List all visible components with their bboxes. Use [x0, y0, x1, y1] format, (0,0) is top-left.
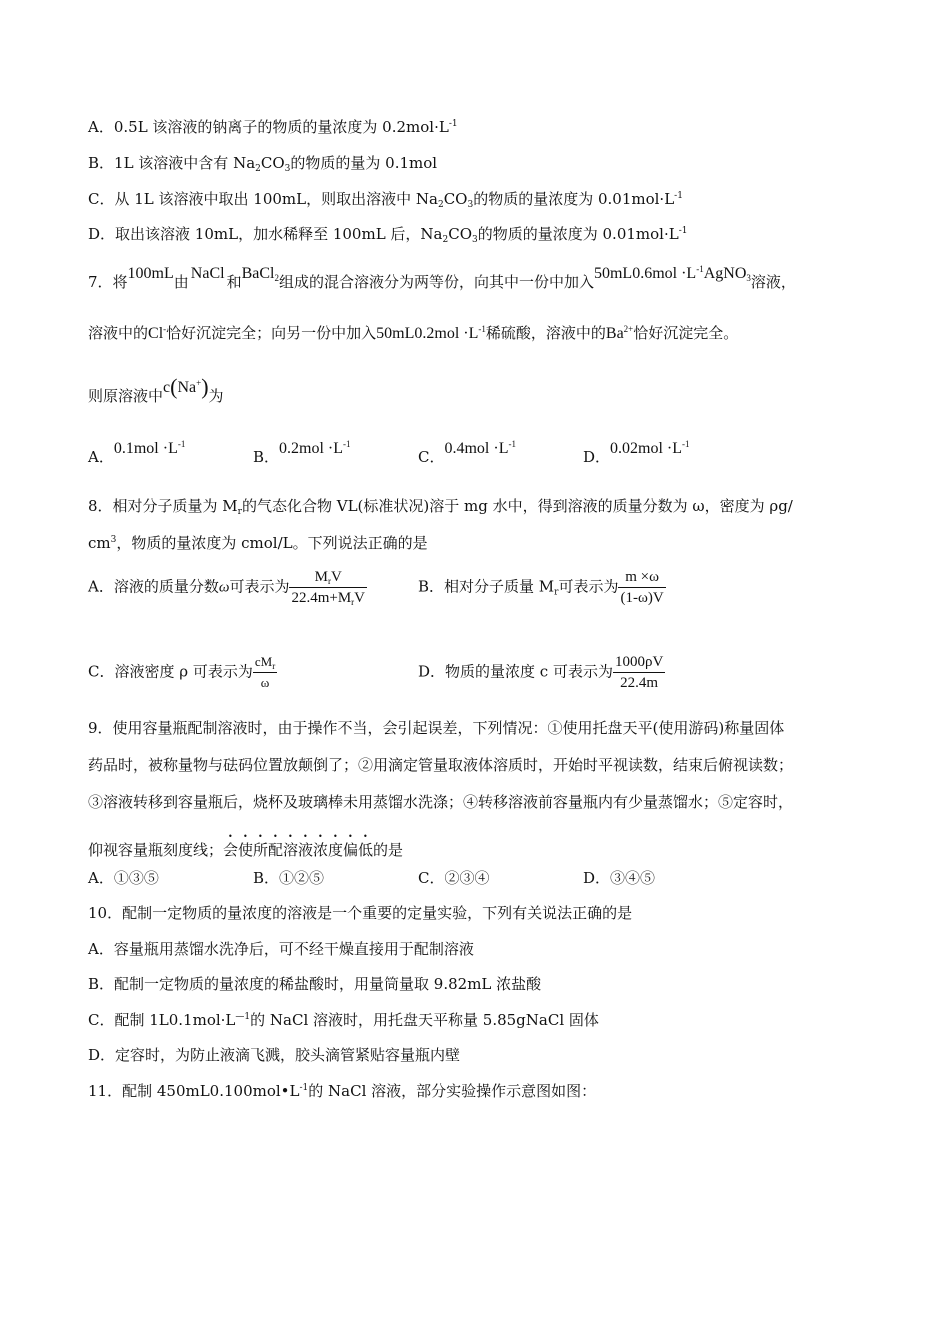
q8-option-c: C．溶液密度 ρ 可表示为 $\frac{cM_r}{\omega}$	[88, 654, 276, 690]
q7-option-a: A．$0.1mol \cdot L^{-1}$	[88, 439, 186, 466]
q10-option-a: A．容量瓶用蒸馏水洗净后，可不经干燥直接用于配制溶液	[88, 940, 474, 958]
q7-stem-line2: 溶液中的Cl-恰好沉淀完全；向另一份中加入$50mL0.2mol \cdot L^{-1}$稀硫酸，溶液中的$Ba^{2+}$恰好沉淀完全。	[88, 324, 739, 342]
q7-option-c: C．$0.4mol \cdot L^{-1}$	[418, 439, 516, 466]
q9-stem-line2: 药品时，被称量物与砝码位置放颠倒了；②用滴定管量取液体溶质时，开始时平视读数，结束后俯视读数；	[88, 756, 794, 774]
q9-option-a: A．①③⑤	[88, 869, 159, 887]
q6-option-d: D．取出该溶液 10mL，加水稀释至 100mL 后，$Na_2CO_3$的物质的量浓度为 $0.01mol\cdot L^{-1}$	[88, 225, 688, 245]
q9-option-d: D．③④⑤	[583, 869, 656, 887]
q7-stem-line3: 则原溶液中c(Na+)为	[88, 374, 224, 405]
q9-option-b: B．①②⑤	[253, 869, 325, 887]
fraction-concentration: $\frac{1000\rho V}{22.4m}$	[614, 654, 664, 691]
emphasized-text: 会使所配溶液浓度偏低	[223, 841, 374, 859]
q9-stem-line3: ③溶液转移到容量瓶后，烧杯及玻璃棒未用蒸馏水洗涤；④转移溶液前容量瓶内有少量蒸馏水；⑤定容时，	[88, 793, 794, 811]
q7-stem-line1: 7．将100mL由 NaCl 和BaCl$_2$组成的混合溶液分为两等份，向其中一份中加入$50mL0.6mol \cdot L^{-1}AgNO_3$溶液，	[88, 264, 796, 291]
q6-option-b: B．1L 该溶液中含有 $Na_2CO_3$的物质的量为 0.1mol	[88, 154, 438, 174]
q9-stem-line4: 仰视容量瓶刻度线；会使所配溶液浓度偏低的是	[88, 841, 404, 859]
q10-option-c: C．配制 $1L0.1mol\cdot L^{—1}$的 NaCl 溶液时，用托盘天平称量 5.85gNaCl 固体	[88, 1011, 599, 1029]
q6-option-c: C．从 1L 该溶液中取出 100mL，则取出溶液中 $Na_2CO_3$的物质的量浓度为 $0.01mol\cdot L^{-1}$	[88, 190, 683, 210]
q9-stem-line1: 9．使用容量瓶配制溶液时，由于操作不当，会引起误差，下列情况：①使用托盘天平(使用游码)称量固体	[88, 719, 785, 737]
q8-option-d: D．物质的量浓度 c 可表示为 $\frac{1000\rho V}{22.4m}$	[418, 654, 664, 691]
fraction-mass-fraction: $\frac{M_rV}{22.4m+M_rV}$	[291, 569, 366, 607]
q10-stem: 10．配制一定物质的量浓度的溶液是一个重要的定量实验，下列有关说法正确的是	[88, 904, 633, 922]
fraction-molar-mass: $\frac{m \times\omega}{(1-\omega)V}$	[620, 569, 664, 606]
q10-option-d: D．定容时，为防止液滴飞溅，胶头滴管紧贴容量瓶内壁	[88, 1046, 461, 1064]
q6-option-a: A．0.5L 该溶液的钠离子的物质的量浓度为 $0.2mol\cdot L^{-1}$	[88, 118, 458, 136]
q7-option-b: B．$0.2mol \cdot L^{-1}$	[253, 439, 351, 466]
fraction-density: $\frac{cM_r}{\omega}$	[254, 654, 276, 690]
q8-option-b: B．相对分子质量 $M_r$可表示为 $\frac{m \times\omega}{(1-\omega)V}$	[418, 569, 664, 606]
q10-option-b: B．配制一定物质的量浓度的稀盐酸时，用量筒量取 9.82mL 浓盐酸	[88, 975, 542, 993]
q11-stem: 11．配制 $450mL0.100mol•L^{-1}$的 NaCl 溶液，部分实验操作示意图如图：	[88, 1082, 597, 1100]
q7-option-d: D．$0.02mol \cdot L^{-1}$	[583, 439, 690, 466]
q9-option-c: C．②③④	[418, 869, 490, 887]
q8-stem-line1: 8．相对分子质量为 $M_r$的气态化合物 VL(标准状况)溶于 mg 水中，得到溶液的质量分数为 ω，密度为 ρg/	[88, 497, 793, 517]
q8-option-a: A．溶液的质量分数ω可表示为 $\frac{M_rV}{22.4m+M_rV}$	[88, 569, 366, 607]
q8-stem-line2: $cm^3$，物质的量浓度为 cmol/L。下列说法正确的是	[88, 534, 428, 552]
